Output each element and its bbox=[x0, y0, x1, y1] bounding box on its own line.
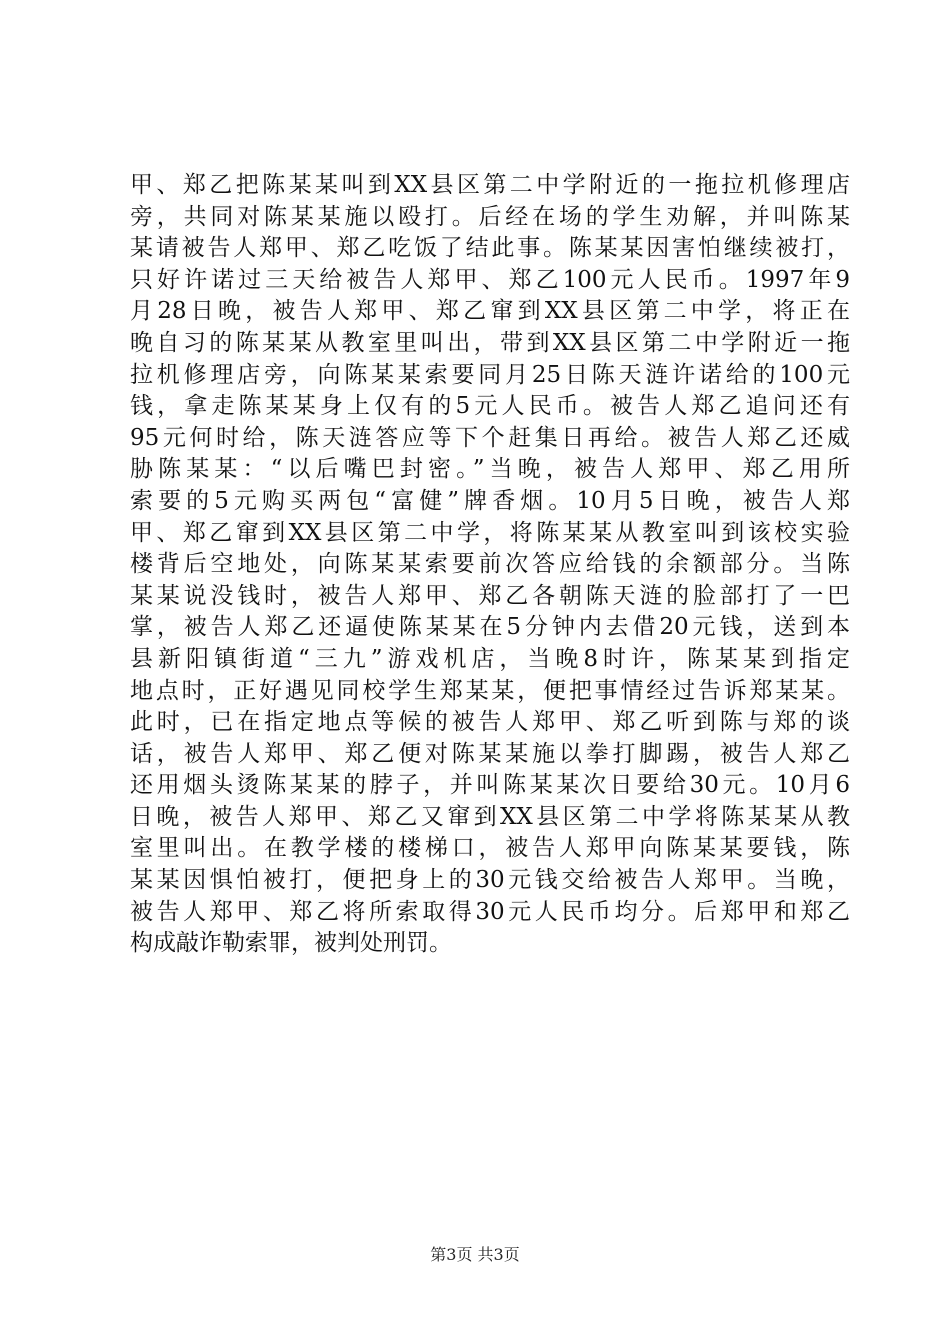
text-line: 某某说没钱时，被告人郑甲、郑乙各朝陈天涟的脸部打了一巴 bbox=[130, 582, 850, 609]
text-line: 只好许诺过三天给被告人郑甲、郑乙100元人民币。1997年9 bbox=[130, 266, 850, 293]
text-line: 掌，被告人郑乙还逼使陈某某在5分钟内去借20元钱，送到本 bbox=[130, 614, 850, 641]
text-line: 钱，拿走陈某某身上仅有的5元人民币。被告人郑乙追问还有 bbox=[130, 393, 850, 420]
text-line: 拉机修理店旁，向陈某某索要同月25日陈天涟许诺给的100元 bbox=[130, 361, 850, 388]
text-line: 晚自习的陈某某从教室里叫出，带到XX县区第二中学附近一拖 bbox=[130, 329, 850, 356]
text-line: 甲、郑乙窜到XX县区第二中学，将陈某某从教室叫到该校实验 bbox=[130, 519, 850, 546]
body-paragraph bbox=[130, 170, 850, 960]
text-line-last: 构成敲诈勒索罪，被判处刑罚。 bbox=[130, 930, 452, 957]
text-line: 县新阳镇街道“三九”游戏机店，当晚8时许，陈某某到指定 bbox=[130, 645, 850, 672]
text-line: 某某因惧怕被打，便把身上的30元钱交给被告人郑甲。当晚， bbox=[130, 867, 850, 894]
text-line: 地点时，正好遇见同校学生郑某某，便把事情经过告诉郑某某。 bbox=[130, 677, 850, 704]
text-line: 室里叫出。在教学楼的楼梯口，被告人郑甲向陈某某要钱，陈 bbox=[130, 835, 850, 862]
text-line: 索要的5元购买两包“富健”牌香烟。10月5日晚，被告人郑 bbox=[130, 487, 850, 514]
text-line: 此时，已在指定地点等候的被告人郑甲、郑乙听到陈与郑的谈 bbox=[130, 709, 850, 736]
page-number-footer: 第3页 共3页 bbox=[430, 1245, 520, 1264]
text-line: 95元何时给，陈天涟答应等下个赶集日再给。被告人郑乙还威 bbox=[130, 424, 850, 451]
text-line: 话，被告人郑甲、郑乙便对陈某某施以拳打脚踢，被告人郑乙 bbox=[130, 740, 850, 767]
text-line: 胁陈某某：“以后嘴巴封密。”当晚，被告人郑甲、郑乙用所 bbox=[130, 456, 850, 483]
text-line: 被告人郑甲、郑乙将所索取得30元人民币均分。后郑甲和郑乙 bbox=[130, 898, 850, 925]
text-line: 楼背后空地处，向陈某某索要前次答应给钱的余额部分。当陈 bbox=[130, 551, 850, 578]
text-line: 日晚，被告人郑甲、郑乙又窜到XX县区第二中学将陈某某从教 bbox=[130, 803, 850, 830]
text-line: 旁，共同对陈某某施以殴打。后经在场的学生劝解，并叫陈某 bbox=[130, 203, 850, 230]
text-line: 甲、郑乙把陈某某叫到XX县区第二中学附近的一拖拉机修理店 bbox=[130, 172, 850, 198]
text-line: 还用烟头烫陈某某的脖子，并叫陈某某次日要给30元。10月6 bbox=[130, 772, 850, 799]
text-line: 月28日晚，被告人郑甲、郑乙窜到XX县区第二中学，将正在 bbox=[130, 298, 850, 325]
text-line: 某请被告人郑甲、郑乙吃饭了结此事。陈某某因害怕继续被打， bbox=[130, 235, 850, 262]
